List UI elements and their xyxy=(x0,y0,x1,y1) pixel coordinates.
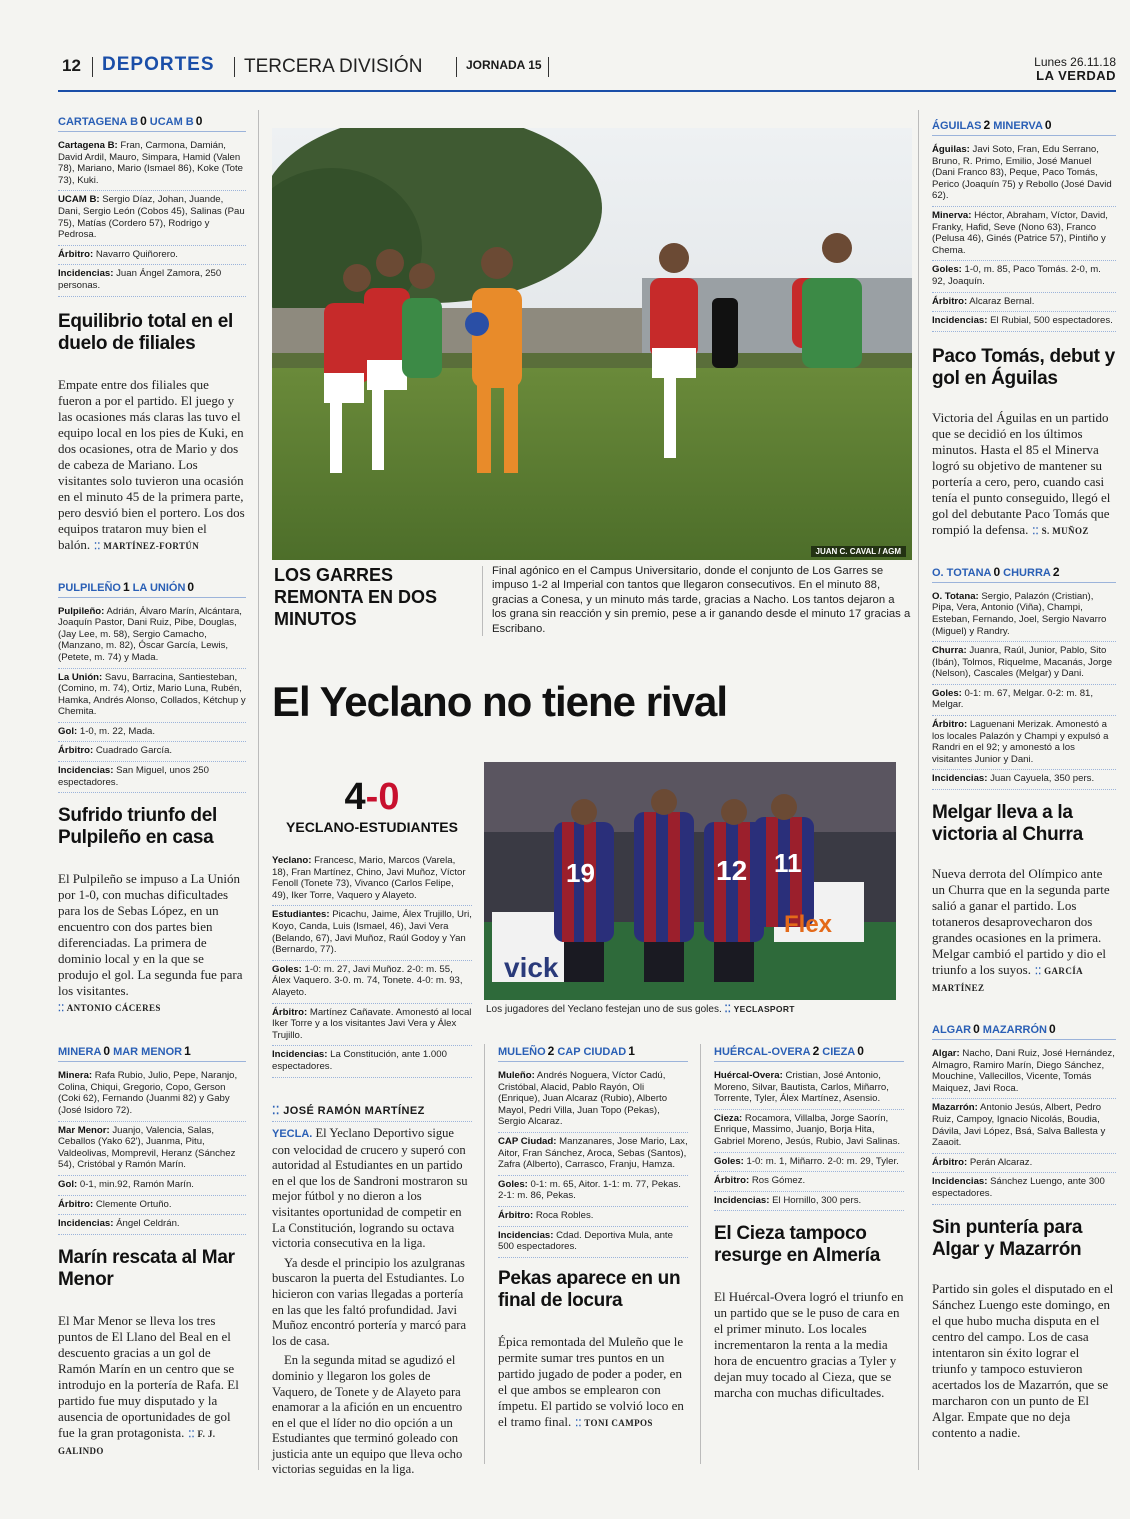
referee-line: Árbitro: Martínez Cañavate. Amonestó al local Iker Torre y a los visitantes Javi Vera y Álex Trujillo. xyxy=(272,1004,472,1047)
referee-line: Árbitro: Navarro Quiñorero. xyxy=(58,246,246,266)
separator-icon: ⁚⁚ xyxy=(724,1004,731,1015)
caption-divider xyxy=(482,566,483,636)
paragraph: En la segunda mitad se agudizó el dominio y llegaron los goles de Vaquero, de Tonete y de Alayeto para enamorar a la afición en un encuentro en el que el líder no dio opción a un Estudiantes que terminó goleado con justicia ante un equipo que lleva ocho victorias seguidas en la liga. xyxy=(272,1353,463,1477)
incidents-line: Incidencias: Juan Ángel Zamora, 250 personas. xyxy=(58,265,246,296)
goals-line: Goles: 1-0: m. 1, Miñarro. 2-0: m. 29, Tyler. xyxy=(714,1153,904,1173)
home-team: CARTAGENA B xyxy=(58,116,139,128)
shirt-number: 12 xyxy=(716,855,748,886)
goals-line: Goles: 0-1: m. 67, Melgar. 0-2: m. 81, Melgar. xyxy=(932,685,1116,716)
away-goals: 0 xyxy=(378,776,400,818)
scoreline xyxy=(58,580,246,598)
home-team: ALGAR xyxy=(932,1024,972,1037)
goals-line: Goles: 0-1: m. 65, Aitor. 1-1: m. 77, Pekas. 2-1: m. 86, Pekas. xyxy=(498,1176,688,1207)
lineup-line: Minera: Rafa Rubio, Julio, Pepe, Naranjo, Colina, Chiqui, Gregorio, Copo, Gerson (Coki 62), Fernando (Juanmi 82) y Gaby (José Isidoro 72). xyxy=(58,1067,246,1121)
photo-caption xyxy=(486,1004,906,1015)
right-column xyxy=(932,118,1116,1441)
football-match-photo xyxy=(272,128,912,560)
away-score: 0 xyxy=(1048,1022,1056,1037)
article-body: Nueva derrota del Olímpico ante un Churra que en la segunda parte salió a ganar el partido. Los totaneros desaprovecharon dos grandes ocasiones en la primera. Melgar cambió el partido y dio el triunfo a los suyos.⁚⁚ GARCÍA MARTÍNEZ xyxy=(932,866,1116,996)
final-score xyxy=(272,776,472,819)
lineup-line: Cartagena B: Fran, Carmona, Damián, David Ardil, Mauro, Simpara, Hamid (Valen 78), Mariano, Mario (Ismael 86), Koke (Tote 73), Kuki. xyxy=(58,137,246,191)
banner-text: vick xyxy=(504,952,559,983)
scoreline xyxy=(498,1044,688,1062)
main-match-sheet xyxy=(272,852,472,1078)
header-date xyxy=(1034,55,1116,83)
photo-credit: YECLASPORT xyxy=(733,1004,795,1014)
home-team: O. TOTANA xyxy=(932,566,992,579)
home-score: 0 xyxy=(103,1044,111,1059)
incidents-line: Incidencias: El Rubial, 500 espectadores. xyxy=(932,312,1116,332)
away-team: UCAM B xyxy=(149,116,194,128)
article-body: Victoria del Águilas en un partido que se decidió en los últimos minutos. Hasta el 85 el Minerva logró su objetivo de mantener su portería a cero, pero, cuando casi tenía el punto conseguido, llegó el gol del debutante Paco Tomás que rompió la defensa.⁚⁚ S. MUÑOZ xyxy=(932,410,1116,539)
lineup-line: Mar Menor: Juanjo, Valencia, Salas, Ceballos (Yako 62'), Juanma, Pitu, Valdeolivas, Momprevil, Heranz (Sánchez 54), Cristóbal y Ramón Marín. xyxy=(58,1122,246,1176)
away-score: 0 xyxy=(857,1044,864,1058)
match-sheet xyxy=(58,603,246,794)
date-text: Lunes 26.11.18 xyxy=(1034,55,1116,69)
article-body: El Mar Menor se lleva los tres puntos de El Llano del Beal en el descuento gracias a un gol de Ramón Marín en un centro que se introdujo en la portería de Rafa. El partido fue muy disputado y la ausencia de oportunidades de gol fue la gran protagonista.⁚⁚ F. J. GALINDO xyxy=(58,1313,246,1459)
lineup-line: Cieza: Rocamora, Villalba, Jorge Saorín, Enrique, Massimo, Juanjo, Borja Hita, Gabriel Moreno, Jesús, Rubio, Javi Salinas. xyxy=(714,1110,904,1153)
lineup-line: Churra: Juanra, Raúl, Junior, Pablo, Sito (Ibán), Tolmos, Riquelme, Macanás, Jorge (Nelson), Cascales (Melgar) y Dani. xyxy=(932,642,1116,685)
jornada-label: JORNADA 15 xyxy=(466,58,542,72)
column-divider xyxy=(700,1044,701,1464)
newspaper-name: LA VERDAD xyxy=(1036,68,1116,83)
away-team: CAP CIUDAD xyxy=(557,1046,627,1058)
shirt-number: 11 xyxy=(774,848,802,878)
byline: ⁚⁚ MARTÍNEZ-FORTÚN xyxy=(94,541,199,551)
goals-line: Goles: 1-0: m. 27, Javi Muñoz. 2-0: m. 55, Álex Vaquero. 3-0. m. 74, Tonete. 4-0: m. 93, Alayeto. xyxy=(272,961,472,1004)
away-score: 0 xyxy=(195,114,203,128)
scoreline xyxy=(932,118,1116,136)
lineup-line: Minerva: Héctor, Abraham, Víctor, David, Franky, Hafid, Seve (Nono 63), Franco (Pelusa 46), Ginés (Patrice 57), Pintiño y Chema. xyxy=(932,207,1116,261)
banner-text: Flex xyxy=(784,911,833,938)
match-sheet xyxy=(58,137,246,297)
referee-line: Árbitro: Perán Alcaraz. xyxy=(932,1154,1116,1174)
referee-line: Árbitro: Ros Gómez. xyxy=(714,1172,904,1192)
header-divider xyxy=(456,57,457,77)
scoreline xyxy=(58,1044,246,1062)
lineup-line: Águilas: Javi Soto, Fran, Edu Serrano, Bruno, R. Primo, Emilio, José Manuel (Dani Franco 83), Peque, Paco Tomás, Perico (Joaquín 75) y Rebollo (José David 62). xyxy=(932,141,1116,207)
home-goals: 4 xyxy=(344,776,366,818)
away-team: CHURRA xyxy=(1003,566,1051,579)
goals-line: Goles: 1-0, m. 85, Paco Tomás. 2-0, m. 92, Joaquín. xyxy=(932,261,1116,292)
lineup-line: La Unión: Savu, Barracina, Santiesteban, (Comino, m. 74), Ortiz, Mario Luna, Rubén, Hamka, Andrés Alonso, Collados, Kétchup y Chemita. xyxy=(58,669,246,723)
huercal-report xyxy=(714,1044,904,1401)
column-divider xyxy=(484,1044,485,1464)
section-title: DEPORTES xyxy=(102,54,215,75)
lineup-line: Mazarrón: Antonio Jesús, Albert, Pedro Ruiz, Campoy, Ignacio Nicolás, Boudia, Dávila, Javi López, Bsá, Salva Ballesta y Zaaoit. xyxy=(932,1099,1116,1153)
referee-line: Árbitro: Cuadrado García. xyxy=(58,742,246,762)
incidents-line: Incidencias: La Constitución, ante 1.000 espectadores. xyxy=(272,1046,472,1077)
headline: Equilibrio total en el duelo de filiales xyxy=(58,310,233,354)
home-score: 2 xyxy=(812,1044,820,1058)
headline: Pekas aparece en un final de locura xyxy=(498,1267,681,1311)
header-divider xyxy=(548,57,549,77)
column-divider xyxy=(918,110,919,1470)
lineup-line: O. Totana: Sergio, Palazón (Cristian), Pipa, Vera, Antonio (Viña), Champi, Esteban, Fernando, Joel, Sergio Navarro (Miguel) y Randry. xyxy=(932,588,1116,642)
away-team: MAR MENOR xyxy=(113,1046,183,1059)
shirt-number: 19 xyxy=(566,858,595,888)
goals-line: Gol: 0-1, min.92, Ramón Marín. xyxy=(58,1176,246,1196)
home-score: 1 xyxy=(122,579,130,594)
referee-line: Árbitro: Laguenani Merizak. Amonestó a los locales Palazón y Champi y expulsó a Randri en el 92; y amonestó a los visitantes Junior y Dani. xyxy=(932,716,1116,770)
away-team: MAZARRÓN xyxy=(982,1024,1047,1037)
scoreline xyxy=(714,1044,904,1062)
byline: ⁚⁚ TONI CAMPOS xyxy=(575,1418,653,1428)
referee-line: Árbitro: Roca Robles. xyxy=(498,1207,688,1227)
article-body: Empate entre dos filiales que fueron a por el partido. El juego y las ocasiones más claras las tuvo el equipo local en los pies de Kuki, en dos ocasiones, otra de Mario y dos de cabeza de Mariano. Los visitantes solo tuvieron una ocasión en el minuto 45 de la primera parte, pero desvió bien el portero. Los dos equipos trataron muy bien el balón.⁚⁚ MARTÍNEZ-FORTÚN xyxy=(58,377,246,554)
away-score: 0 xyxy=(187,579,195,594)
paragraph: YECLA. El Yeclano Deportivo sigue con velocidad de crucero y superó con autoridad al Estudiantes en un partido en el que los de Sandroni mostraron su mejor fútbol y no dieron a los visitantes oportunidad de competir en La Constitución, logrando su octava victoria consecutiva en la liga. xyxy=(272,1126,468,1251)
away-team: CIEZA xyxy=(822,1046,856,1058)
scoreline xyxy=(58,114,246,132)
caption-text: Los jugadores del Yeclano festejan uno de sus goles. xyxy=(486,1004,722,1015)
lineup-line: Estudiantes: Picachu, Jaime, Álex Trujillo, Uri, Koyo, Canda, Luis (Ismael, 46), Javi Vera (Belando, 67), Javi Muñoz, Raúl Godoy y Yan (Bernardo, 77). xyxy=(272,906,472,960)
home-team: PULPILEÑO xyxy=(58,581,121,594)
lineup-line: CAP Ciudad: Manzanares, Jose Mario, Lax, Aitor, Fran Sánchez, Aroca, Sebas (Santos), Zafra (Alberto), Carrasco, Franju, Hamza. xyxy=(498,1133,688,1176)
lineup-line: Pulpileño: Adrián, Álvaro Marín, Alcántara, Joaquín Pastor, Dani Ruiz, Pibe, Douglas, (Jay Lee, m. 58), Sergio Camacho, (Manzano, m. 82), Óscar García, Lewis, (Petete, m. 74) y Mada. xyxy=(58,603,246,669)
home-team: ÁGUILAS xyxy=(932,120,982,132)
away-score: 1 xyxy=(628,1044,635,1058)
headline: Marín rescata al Mar Menor xyxy=(58,1246,235,1290)
incidents-line: Incidencias: Cdad. Deportiva Mula, ante 500 espectadores. xyxy=(498,1227,688,1258)
muleno-report xyxy=(498,1044,688,1431)
score-block xyxy=(272,776,472,835)
subsection-title: TERCERA DIVISIÓN xyxy=(244,56,423,77)
celebration-photo xyxy=(484,762,896,1000)
away-score: 0 xyxy=(1044,118,1052,132)
byline: ⁚⁚ F. J. GALINDO xyxy=(58,1429,215,1456)
separator-icon: ⁚⁚ xyxy=(272,1105,284,1117)
article-body xyxy=(272,1126,472,1478)
incidents-line: Incidencias: El Hornillo, 300 pers. xyxy=(714,1192,904,1212)
score-dash: - xyxy=(365,776,379,818)
referee-line: Árbitro: Alcaraz Bernal. xyxy=(932,293,1116,313)
headline: Melgar lleva a la victoria al Churra xyxy=(932,802,1083,846)
away-team: LA UNIÓN xyxy=(132,581,186,594)
headline: Sufrido triunfo del Pulpileño en casa xyxy=(58,805,217,849)
article-body: El Huércal-Overa logró el triunfo en un partido que se le puso de cara en el primer minuto. Los locales incrementaron la renta a la media hora de encuentro gracias a Tyler y dejan muy tocado al Cieza, que se marcha con muchas dificultades. xyxy=(714,1289,904,1401)
left-column xyxy=(58,114,246,1459)
incidents-line: Incidencias: Juan Cayuela, 350 pers. xyxy=(932,770,1116,790)
lineup-line: Huércal-Overa: Cristian, José Antonio, Moreno, Silvar, Bautista, Carlos, Miñarro, Torrente, Tyler, Álex Martínez, Asensio. xyxy=(714,1067,904,1110)
page-number: 12 xyxy=(62,56,81,75)
incidents-line: Incidencias: San Miguel, unos 250 espectadores. xyxy=(58,762,246,793)
photo-credit: JUAN C. CAVAL / AGM xyxy=(811,546,906,557)
main-article xyxy=(272,1104,472,1478)
headline: El Cieza tampoco resurge en Almería xyxy=(714,1223,881,1267)
goals-line: Gol: 1-0, m. 22, Mada. xyxy=(58,723,246,743)
celebration-image xyxy=(484,762,896,1000)
byline: ⁚⁚ ANTONIO CÁCERES xyxy=(58,1003,161,1013)
home-team: MULEÑO xyxy=(498,1046,546,1058)
match-label: YECLANO-ESTUDIANTES xyxy=(286,819,458,835)
byline: ⁚⁚ S. MUÑOZ xyxy=(1032,526,1088,536)
referee-line: Árbitro: Clemente Ortuño. xyxy=(58,1196,246,1216)
article-body: Partido sin goles el disputado en el Sánchez Luengo este domingo, en el que hubo mucha disputa en el centro del campo. Los de casa intentaron sin éxito lograr el triunfo y tampoco estuvieron acertados los de Mazarrón, que se marcharon con un punto de El Algar. Empate que no deja contento a nadie. xyxy=(932,1280,1114,1440)
top-photo xyxy=(272,128,912,560)
home-score: 2 xyxy=(547,1044,555,1058)
match-sheet xyxy=(58,1067,246,1235)
scoreline xyxy=(932,565,1116,583)
caption-title: LOS GARRES REMONTA EN DOS MINUTOS xyxy=(274,565,438,629)
byline: ⁚⁚ GARCÍA MARTÍNEZ xyxy=(932,966,1083,993)
lineup-line: Algar: Nacho, Dani Ruiz, José Hernández, Almagro, Ramiro Marín, Diego Sánchez, Mouchine, Vallecillos, Vicente, Tomás Maiquez, Javi Roca. xyxy=(932,1045,1116,1099)
home-team: MINERA xyxy=(58,1046,102,1059)
article-body: El Pulpileño se impuso a La Unión por 1-0, con muchas dificultades para los de Sebas López, en un encuentro con dos partes bien diferenciadas. La primera de dominio local y en la que se produjo el gol. La segunda fue para los visitantes. ⁚⁚ ANTONIO CÁCERES xyxy=(58,871,246,1016)
main-headline: El Yeclano no tiene rival xyxy=(272,678,728,725)
lineup-line: Yeclano: Francesc, Mario, Marcos (Varela, 18), Fran Martínez, Chino, Javi Muñoz, Víctor Fenoll (Tonete 73), Vivanco (Carlos Felipe, 49), Iker Torre, Vaquero y Alayeto. xyxy=(272,852,472,906)
lineup-line: UCAM B: Sergio Díaz, Johan, Juande, Dani, Sergio León (Cobos 45), Salinas (Pau 75), Matías (Cordero 57), Rodrigo y Pedrosa. xyxy=(58,191,246,245)
author-byline: ⁚⁚ JOSÉ RAMÓN MARTÍNEZ xyxy=(272,1104,472,1122)
away-score: 2 xyxy=(1052,564,1060,579)
column-divider xyxy=(258,110,259,1470)
lineup-line: Muleño: Andrés Noguera, Víctor Cadú, Cristóbal, Alacid, Pablo Rayón, Oli (Enrique), Juan Alcaraz (Rubio), Alberto Mayol, Pedri Villa, Juan Topo (Pekas), Sergio Alcaraz. xyxy=(498,1067,688,1133)
header-divider xyxy=(92,57,93,77)
incidents-line: Incidencias: Sánchez Luengo, ante 300 espectadores. xyxy=(932,1173,1116,1204)
away-team: MINERVA xyxy=(993,120,1043,132)
home-score: 0 xyxy=(140,114,147,128)
header-rule xyxy=(58,90,1116,92)
home-score: 0 xyxy=(973,1022,980,1037)
caption-text: Final agónico en el Campus Universitario, donde el conjunto de Los Garres se impuso 1-2 al Imperial con tantos que llegaron consecutivos. En el minuto 88, gracias a Conesa, y un minuto más tarde, gracias a Nacho. Los tantos dejaron a los grana sin reacción y sin premio, pese a ir ganando desde el minuto 17 gracias a Escribano. xyxy=(492,565,911,635)
header-divider xyxy=(234,57,235,77)
away-score: 1 xyxy=(184,1044,191,1059)
home-score: 0 xyxy=(993,564,1001,579)
headline: Sin puntería para Algar y Mazarrón xyxy=(932,1216,1083,1260)
scoreline xyxy=(932,1022,1116,1040)
home-score: 2 xyxy=(983,118,991,132)
paragraph: Ya desde el principio los azulgranas buscaron la puerta del Estudiantes. Lo hicieron con varias llegadas a portería en las que les faltó profundidad. Javi Muñoz encontró portería y marcó para los de casa. xyxy=(272,1255,467,1348)
incidents-line: Incidencias: Ángel Celdrán. xyxy=(58,1215,246,1235)
headline: Paco Tomás, debut y gol en Águilas xyxy=(932,345,1115,389)
home-team: HUÉRCAL-OVERA xyxy=(714,1046,811,1058)
article-body: Épica remontada del Muleño que le permite sumar tres puntos en un partido jugado de poder a poder, en el que ambos se emplearon con ímpetu. El partido se volvió loco en el tramo final.⁚⁚ TONI CAMPOS xyxy=(498,1334,688,1431)
